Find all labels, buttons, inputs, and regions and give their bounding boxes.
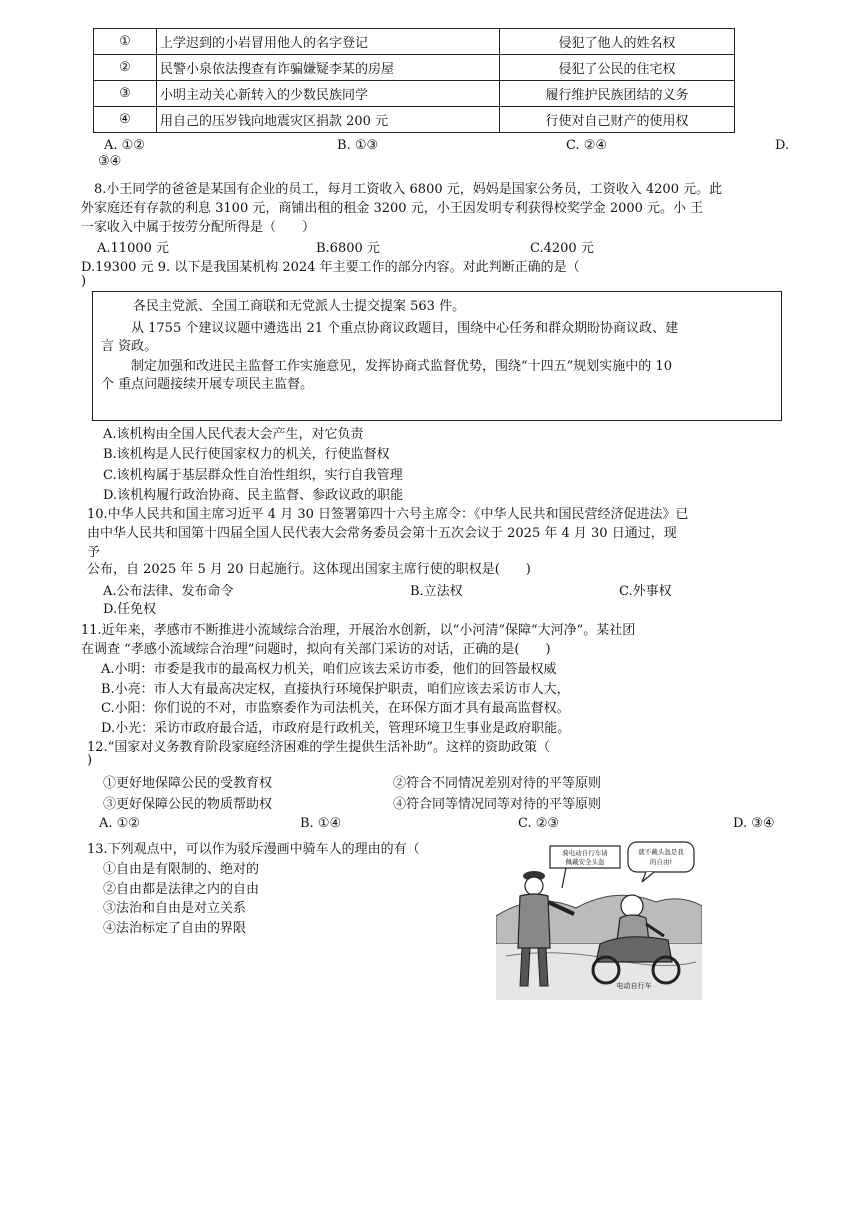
table-row [94,81,735,107]
q12-stem-line2: ) [87,753,93,768]
q7-table [93,28,735,133]
q9-stem-paren: ) [81,274,87,289]
row-description: 小明主动关心新转入的少数民族同学 [157,81,500,107]
row-number: ① [94,29,157,55]
q11-stem-line1: 11.近年来，孝感市不断推进小流域综合治理，开展治水创新，以“小河清”保障“大河净”。某社团 [81,623,636,638]
q8-option-d-and-q9-stem: D.19300 元 9. 以下是我国某机构 2024 年主要工作的部分内容。对此判断正确的是（ [81,260,580,275]
q12-option-d[interactable]: D. ③④ [733,816,775,831]
q10-option-d[interactable]: D.任免权 [103,602,157,617]
cartoon-bubble-line2: 的自由! [649,858,673,866]
table-row [94,55,735,81]
q8-option-c[interactable]: C.4200 元 [530,241,594,256]
table-row [94,29,735,55]
q8-stem-line2: 外家庭还有存款的利息 3100 元，商铺出租的租金 3200 元，小王因发明专利获得校奖学金 2000 元。小 王 [81,201,704,216]
q8-stem-line1: 8.小王同学的爸爸是某国有企业的员工，每月工资收入 6800 元，妈妈是国家公务员，工资收入 4200 元。此 [94,182,723,197]
q10-option-c[interactable]: C.外事权 [619,584,672,599]
row-number: ② [94,55,157,81]
q12-option-a[interactable]: A. ①② [99,816,140,831]
q12-item-1: ①更好地保障公民的受教育权 [103,776,273,791]
row-result: 侵犯了公民的住宅权 [500,55,735,81]
q12-stem-line1: 12.“国家对义务教育阶段家庭经济困难的学生提供生活补助”。这样的资助政策（ [87,740,550,755]
row-description: 民警小泉依法搜查有诈骗嫌疑李某的房屋 [157,55,500,81]
q13-stem: 13.下列观点中，可以作为驳斥漫画中骑车人的理由的有（ [87,842,420,857]
cartoon-sign-line2: 佩戴安全头盔 [565,858,605,866]
row-result: 行使对自己财产的使用权 [500,107,735,133]
row-description: 上学迟到的小岩冒用他人的名字登记 [157,29,500,55]
row-number: ③ [94,81,157,107]
q12-item-2: ②符合不同情况差别对待的平等原则 [393,776,602,791]
row-number: ④ [94,107,157,133]
cartoon-bubble-line1: 就不戴头盔是我 [638,848,684,856]
q11-option-b[interactable]: B.小亮：市人大有最高决定权，直接执行环境保护职责，咱们应该去采访市人大， [101,682,570,697]
q12-item-3: ③更好保障公民的物质帮助权 [103,797,273,812]
cartoon-bike-label: 电动自行车 [616,982,652,990]
q8-stem-line3: 一家收入中属于按劳分配所得是（ ） [81,220,316,235]
q8-option-a[interactable]: A.11000 元 [97,241,170,256]
q11-option-c[interactable]: C.小阳：你们说的不对，市监察委作为司法机关，在环保方面才具有最高监督权。 [101,701,570,716]
q10-stem-line3: 予 [87,545,101,560]
q9-material-p2-line1: 从 1755 个建议议题中遴选出 21 个重点协商议政题目，围绕中心任务和群众期盼协商议政、建 [131,321,679,336]
q12-item-4: ④符合同等情况同等对待的平等原则 [393,797,602,812]
q7-option-c[interactable]: C. ②④ [566,138,608,153]
q13-item-3: ③法治和自由是对立关系 [103,901,247,916]
q9-material-p3-line2: 个 重点问题接续开展专项民主监督。 [101,377,314,392]
q10-option-b[interactable]: B.立法权 [410,584,463,599]
q13-item-4: ④法治标定了自由的界限 [103,921,247,936]
q9-material-p3-line1: 制定加强和改进民主监督工作实施意见，发挥协商式监督优势，围绕“十四五”规划实施中的 10 [131,359,672,374]
cartoon-sign-line1: 骑电动自行车请 [562,849,608,857]
q9-material-p2-line2: 言 资政。 [101,339,158,354]
row-result: 侵犯了他人的姓名权 [500,29,735,55]
q11-stem-line2: 在调查 “孝感小流域综合治理”问题时，拟向有关部门采访的对话，正确的是( ) [81,642,551,657]
q13-item-2: ②自由都是法律之内的自由 [103,882,260,897]
q7-option-a[interactable]: A. ①② [104,138,145,153]
q7-option-b[interactable]: B. ①③ [337,138,379,153]
q10-stem-line2: 由中华人民共和国第十四届全国人民代表大会常务委员会第十五次会议于 2025 年 4 月 30 日通过，现 [87,526,677,541]
cartoon-illustration [496,836,702,1000]
row-description: 用自己的压岁钱向地震灾区捐款 200 元 [157,107,500,133]
q7-option-d[interactable]: D. [775,138,790,153]
q11-option-a[interactable]: A.小明：市委是我市的最高权力机关，咱们应该去采访市委，他们的回答最权威 [101,662,557,677]
q9-option-a[interactable]: A.该机构由全国人民代表大会产生，对它负责 [103,427,364,442]
q9-option-c[interactable]: C.该机构属于基层群众性自治性组织，实行自我管理 [103,468,403,483]
q10-stem-line1: 10.中华人民共和国主席习近平 4 月 30 日签署第四十六号主席令：《中华人民共和国民营经济促进法》已 [87,507,689,522]
q9-option-b[interactable]: B.该机构是人民行使国家权力的机关，行使监督权 [103,447,390,462]
q10-option-a[interactable]: A.公布法律、发布命令 [103,584,234,599]
table-row [94,107,735,133]
q13-item-1: ①自由是有限制的、绝对的 [103,862,260,877]
q11-option-d[interactable]: D.小光：采访市政府最合适，市政府是行政机关，管理环境卫生事业是政府职能。 [101,721,571,736]
q9-material-p1: 各民主党派、全国工商联和无党派人士提交提案 563 件。 [133,299,466,314]
q10-stem-line4: 公布，自 2025 年 5 月 20 日起施行。这体现出国家主席行使的职权是( ) [87,562,531,577]
q8-option-b[interactable]: B.6800 元 [316,241,380,256]
q9-option-d[interactable]: D.该机构履行政治协商、民主监督、参政议政的职能 [103,488,404,503]
q12-option-c[interactable]: C. ②③ [518,816,560,831]
q12-option-b[interactable]: B. ①④ [300,816,342,831]
row-result: 履行维护民族团结的义务 [500,81,735,107]
q7-option-d-continued: ③④ [98,154,122,169]
